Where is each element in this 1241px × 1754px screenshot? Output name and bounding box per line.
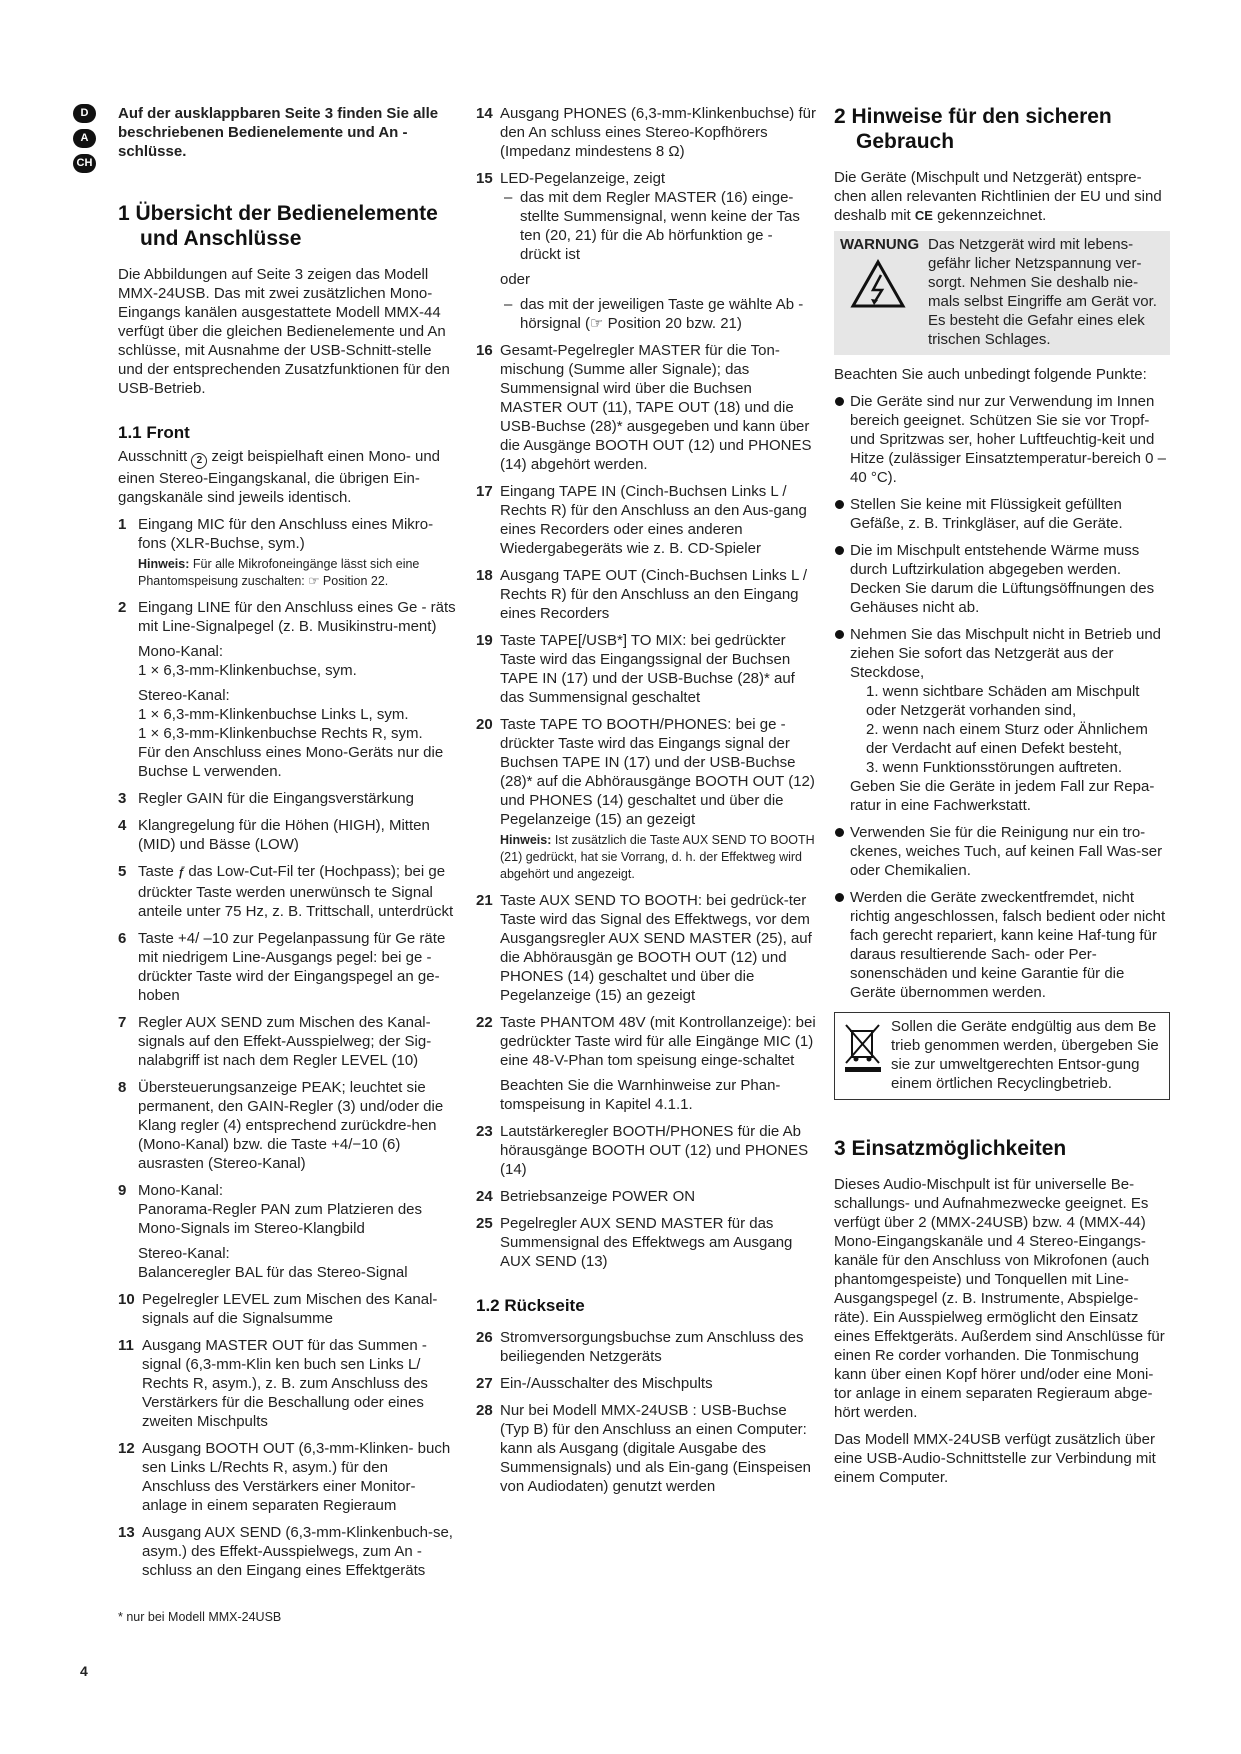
crossed-bin-icon [843, 1021, 883, 1080]
warning-label: WARNUNG [840, 236, 920, 253]
safety-bullet-3: Die im Mischpult entstehende Wärme muss durch Luftzirkulation abgegeben werden. Decken Sie darum die Lüftungsöffnungen des Gehäuses nicht ab. [834, 541, 1170, 617]
item-2: 2 Eingang LINE für den Anschluss eines Ge - räts mit Line-Signalpegel (z. B. Musikinstru-ment) Mono-Kanal: 1 × 6,3-mm-Klinkenbuchse, sym. Stereo-Kanal: 1 × 6,3-mm-Klinkenbuchse Links L, sym. 1 × 6,3-mm-Klinkenbuchse Rechts R, sym. Für den Anschluss eines Mono-Geräts nur die Buchse L verwenden. [118, 599, 456, 780]
column-3 [834, 104, 1170, 1487]
item-20: 20 Taste TAPE TO BOOTH/PHONES: bei ge - drückter Taste wird das Eingangs signal der Buchsen TAPE IN (17) und der USB-Buchse (28)* auf die Abhörausgänge BOOTH OUT (12) und PHONES (14) geschaltet und über die Pegelanzeige (15) an gezeigt Hinweis: Ist zusätzlich die Taste AUX SEND TO BOOTH (21) gedrückt, hat sie Vorrang, d. h. der Effektweg wird abgehört und angezeigt. [476, 716, 815, 881]
column-2 [476, 104, 816, 1504]
intro-text: Auf der ausklappbaren Seite 3 finden Sie alle beschriebenen Bedienelemente und An - schlüsse. [118, 105, 439, 160]
warning-box [834, 231, 1170, 355]
item-22: 22 Taste PHANTOM 48V (mit Kontrollanzeige): bei gedrückter Taste wird für alle Eingänge MIC (1) eine 48-V-Phan tom speisung einge-schaltet Beachten Sie die Warnhinweise zur Phan-tomspeisung in Kapitel 4.1.1. [476, 1014, 816, 1113]
item-16: 16 Gesamt-Pegelregler MASTER für die Ton-mischung (Summe aller Signale); das Summensignal wird über die Buchsen MASTER OUT (11), TAPE OUT (18) und die USB-Buchse (28)* ausgegeben und kann über die Ausgänge BOOTH OUT (12) und PHONES (14) abgehört werden. [476, 342, 812, 473]
item-28: 28 Nur bei Modell MMX-24USB : USB-Buchse (Typ B) für den Anschluss an einen Computer: kann als Ausgang (digitale Ausgabe des Summensignals) und als Ein-gang (Einspeisen von Audiodaten) genutzt werden [476, 1402, 812, 1495]
language-badges [73, 104, 97, 179]
low-cut-icon: ƒ̄ [178, 867, 185, 879]
item-8: 8 Übersteuerungsanzeige PEAK; leuchtet sie permanent, den GAIN-Regler (3) und/oder die Klang regler (4) entsprechend zurückdre-hen (Mono-Kanal) bzw. die Taste +4/−10 (6) ausrasten (Stereo-Kanal) [118, 1079, 444, 1172]
high-voltage-warning-icon [850, 259, 906, 314]
item-18: 18 Ausgang TAPE OUT (Cinch-Buchsen Links L / Rechts R) für den Anschluss an den Eingang eines Recorders [476, 567, 808, 622]
section-3-text-1: Dieses Audio-Mischpult ist für universelle Be-schallungs- und Aufnahmezwecke geeignet. Es verfügt über 2 (MMX-24USB) bzw. 4 (MMX-44) Mono-Eingangskanäle und 4 Stereo-Eingangs-kanäle für den Anschluss von Mikrofonen (auch phantomgespeiste) und Tonquellen mit Line-Ausgangspegel (z. B. Instrumente, Abspielge-räte). Ein Ausspielweg ermöglicht den Einsatz eines Effektgeräts. Außerdem sind Anschlüsse für einen Re corder vorhanden. Die Tonmischung kann über einen Kopf hörer und/oder eine Moni-tor anlage in einem separaten Regieraum abge-hört werden. [834, 1176, 1165, 1421]
safety-bullet-6: Werden die Geräte zweckentfremdet, nicht richtig angeschlossen, falsch bedient oder nicht fach gerecht repariert, kann keine Haf-tung für daraus resultierende Sach- oder Per-sonenschäden und keine Garantie für die Geräte übernommen werden. [834, 888, 1170, 1002]
safety-bullet-5: Verwenden Sie für die Reinigung nur ein tro-ckenes, weiches Tuch, auf keinen Fall Was-ser oder Chemikalien. [834, 823, 1170, 880]
item-6: 6 Taste +4/ –10 zur Pegelanpassung für Ge räte mit niedrigem Line-Ausgangs pegel: bei ge - drückter Taste wird der Eingangspegel an ge-hoben [118, 930, 446, 1004]
language-badge-ch: CH [73, 154, 96, 173]
section-1-2-title: 1.2 Rückseite [476, 1296, 585, 1315]
safety-bullet-4: Nehmen Sie das Mischpult nicht in Betrieb und ziehen Sie sofort das Netzgerät aus der Steckdose, 1. wenn sichtbare Schäden am Mischpult oder Netzgerät vorhanden sind, 2. wenn nach einem Sturz oder Ähnlichem der Verdacht auf einen Defekt besteht, 3. wenn Funktionsstörungen auftreten. Geben Sie die Geräte in jedem Fall zur Repa-ratur in eine Fachwerkstatt. [834, 625, 1170, 815]
item-5: 5 Taste ƒ̄ das Low-Cut-Fil ter (Hochpass); bei ge drückter Taste werden unerwünsch te Signal anteile unter 75 Hz, z. B. Trittschall, unterdrückt [118, 863, 454, 920]
circled-number-icon: 2 [191, 453, 207, 469]
item-27: 27 Ein-/Ausschalter des Mischpults [476, 1375, 713, 1392]
safety-bullet-2: Stellen Sie keine mit Flüssigkeit gefüllten Gefäße, z. B. Trinkgläser, auf die Geräte. [834, 495, 1170, 533]
item-24: 24 Betriebsanzeige POWER ON [476, 1188, 696, 1205]
item-4: 4 Klangregelung für die Höhen (HIGH), Mitten (MID) und Bässe (LOW) [118, 817, 430, 853]
language-badge-a: A [73, 129, 96, 148]
item-21: 21 Taste AUX SEND TO BOOTH: bei gedrück-ter Taste wird das Signal des Effektwegs, vor dem Ausgangsregler AUX SEND MASTER (25), auf die Abhörausgän ge BOOTH OUT (12) und PHONES (14) geschaltet und über die Pegelanzeige (15) an gezeigt [476, 892, 812, 1004]
item-15: 15 LED-Pegelanzeige, zeigt – das mit dem Regler MASTER (16) einge-stellte Summensignal, wenn keine der Tas ten (20, 21) für die Ab hörfunktion ge - drückt ist oder – das mit der jeweiligen Taste ge wählte Ab - hörsignal (☞ Position 20 bzw. 21) [476, 169, 816, 333]
item-11: 11 Ausgang MASTER OUT für das Summen - signal (6,3-mm-Klin ken buch sen Links L/ Rechts R, asym.), z. B. zum Anschluss des Verstärkers für die Beschallung oder eines zweiten Mischpults [118, 1337, 428, 1430]
item-12: 12 Ausgang BOOTH OUT (6,3-mm-Klinken- buch sen Links L/Rechts R, asym.) für den Anschluss des Verstärkers einer Monitor-anlage in einem separaten Regieraum [118, 1440, 451, 1514]
recycling-notice: Sollen die Geräte endgültig aus dem Be trieb genommen werden, übergeben Sie sie zur umweltgerechten Entsor-gung einem örtlichen Recyclingbetrieb. [834, 1012, 1170, 1100]
section-1-text: Die Abbildungen auf Seite 3 zeigen das Modell MMX-24USB. Das mit zwei zusätzlichen Mono-Eingangs kanälen ausgestattete Modell MMX-44 verfügt über die gleichen Bedienelemente und An schlüsse, mit Ausnahme der USB-Schnitt-stelle und der entsprechenden Zusatzfunktionen für den USB-Betrieb. [118, 266, 450, 397]
warning-text: Das Netzgerät wird mit lebens- gefähr licher Netzspannung ver-sorgt. Nehmen Sie deshalb nie-mals selbst Eingriffe am Gerät vor. Es besteht die Gefahr eines elek trischen Schlages. [928, 236, 1157, 348]
item-13: 13 Ausgang AUX SEND (6,3-mm-Klinkenbuch-se, asym.) des Effekt-Ausspielwegs, zum An - schluss an den Eingang eines Effektgeräts [118, 1524, 453, 1579]
section-1-1-title: 1.1 Front [118, 423, 190, 442]
footnote: * nur bei Modell MMX-24USB [118, 1610, 282, 1624]
section-2-after-warning: Beachten Sie auch unbedingt folgende Punkte: [834, 366, 1147, 383]
page-number: 4 [80, 1663, 88, 1679]
section-3-text-2: Das Modell MMX-24USB verfügt zusätzlich über eine USB-Audio-Schnittstelle zur Verbindung mit einem Computer. [834, 1431, 1156, 1486]
safety-bullet-1: Die Geräte sind nur zur Verwendung im Innen bereich geeignet. Schützen Sie sie vor Tropf- und Spritzwas ser, hoher Luftfeuchtig-keit und Hitze (zulässiger Einsatztemperatur-bereich 0 – 40 °C). [834, 392, 1170, 487]
item-9: 9 Mono-Kanal: Panorama-Regler PAN zum Platzieren des Mono-Signals im Stereo-Klangbild Stereo-Kanal: Balanceregler BAL für das Stereo-Signal [118, 1182, 423, 1281]
item-7: 7 Regler AUX SEND zum Mischen des Kanal-signals auf den Effekt-Ausspielweg; der Sig-nalabgriff ist nach dem Regler LEVEL (10) [118, 1014, 432, 1069]
section-2-text: Die Geräte (Mischpult und Netzgerät) entspre-chen allen relevanten Richtlinien der EU und sind deshalb mit CE gekennzeichnet. [834, 169, 1162, 224]
section-2-title: 2 Hinweise für den sicheren Gebrauch [834, 105, 1112, 153]
section-1-title: 1 Übersicht der Bedienelemente und Anschlüsse [118, 202, 438, 250]
item-25: 25 Pegelregler AUX SEND MASTER für das Summensignal des Effektwegs am Ausgang AUX SEND (13) [476, 1215, 793, 1270]
item-23: 23 Lautstärkeregler BOOTH/PHONES für die Ab hörausgänge BOOTH OUT (12) und PHONES (14) [476, 1123, 809, 1178]
item-3: 3 Regler GAIN für die Eingangsverstärkung [118, 790, 414, 807]
column-1 [118, 104, 458, 1588]
item-26: 26 Stromversorgungsbuchse zum Anschluss des beiliegenden Netzgeräts [476, 1329, 804, 1365]
item-17: 17 Eingang TAPE IN (Cinch-Buchsen Links L / Rechts R) für den Anschluss an den Aus-gang eines Recorders oder eines anderen Wiedergabegeräts wie z. B. CD-Spieler [476, 483, 807, 557]
item-19: 19 Taste TAPE[/USB*] TO MIX: bei gedrückter Taste wird das Eingangssignal der Buchsen TAPE IN (17) und der USB-Buchse (28)* auf das Summensignal geschaltet [476, 632, 795, 706]
ce-mark-icon: CE [914, 208, 933, 223]
item-1: 1 Eingang MIC für den Anschluss eines Mikro-fons (XLR-Buchse, sym.) Hinweis: Für alle Mikrofoneingänge lässt sich eine Phantomspeisung zuschalten: ☞ Position 22. [118, 516, 434, 588]
language-badge-d: D [73, 104, 96, 123]
item-10: 10 Pegelregler LEVEL zum Mischen des Kanal-signals auf die Signalsumme [118, 1291, 438, 1327]
section-3-title: 3 Einsatzmöglichkeiten [834, 1137, 1067, 1160]
item-14: 14 Ausgang PHONES (6,3-mm-Klinkenbuchse) für den An schluss eines Stereo-Kopfhörers (Impedanz mindestens 8 Ω) [476, 105, 816, 160]
section-1-1-text: Ausschnitt 2 zeigt beispielhaft einen Mono- und einen Stereo-Eingangskanal, die übrigen Ein-gangskanäle sind jeweils identisch. [118, 448, 441, 506]
